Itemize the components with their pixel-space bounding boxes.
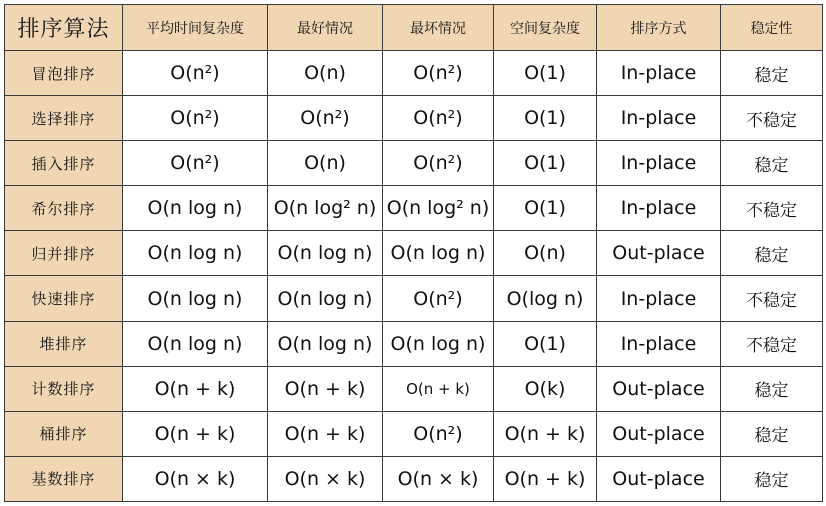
space-cell: O(1) — [494, 96, 597, 141]
worst-case-cell: O(n²) — [383, 96, 494, 141]
method-cell: Out-place — [597, 366, 721, 411]
header-algorithm: 排序算法 — [5, 5, 123, 51]
average-time-cell: O(n²) — [123, 141, 268, 186]
best-case-cell: O(n + k) — [268, 411, 383, 456]
stability-cell: 不稳定 — [721, 186, 823, 231]
average-time-cell: O(n log n) — [123, 321, 268, 366]
worst-case-cell: O(n log² n) — [383, 186, 494, 231]
space-cell: O(1) — [494, 321, 597, 366]
algorithm-name: 归并排序 — [5, 231, 123, 276]
average-time-cell: O(n + k) — [123, 366, 268, 411]
table-row — [5, 51, 823, 96]
algorithm-name: 快速排序 — [5, 276, 123, 321]
average-time-cell: O(n + k) — [123, 411, 268, 456]
table-row — [5, 96, 823, 141]
best-case-cell: O(n + k) — [268, 366, 383, 411]
space-cell: O(k) — [494, 366, 597, 411]
best-case-cell: O(n) — [268, 51, 383, 96]
best-case-cell: O(n²) — [268, 96, 383, 141]
algorithm-name: 插入排序 — [5, 141, 123, 186]
method-cell: Out-place — [597, 411, 721, 456]
table-row — [5, 366, 823, 411]
stability-cell: 不稳定 — [721, 96, 823, 141]
header-average-time: 平均时间复杂度 — [123, 5, 268, 51]
algorithm-name: 希尔排序 — [5, 186, 123, 231]
worst-case-cell: O(n log n) — [383, 231, 494, 276]
header-row — [5, 5, 823, 51]
worst-case-cell: O(n²) — [383, 276, 494, 321]
stability-cell: 稳定 — [721, 411, 823, 456]
table-row — [5, 276, 823, 321]
best-case-cell: O(n log n) — [268, 231, 383, 276]
algorithm-name: 基数排序 — [5, 456, 123, 501]
algorithm-name: 堆排序 — [5, 321, 123, 366]
space-cell: O(n + k) — [494, 456, 597, 501]
stability-cell: 不稳定 — [721, 321, 823, 366]
header-space-complexity: 空间复杂度 — [494, 5, 597, 51]
best-case-cell: O(n) — [268, 141, 383, 186]
stability-cell: 稳定 — [721, 456, 823, 501]
stability-cell: 不稳定 — [721, 276, 823, 321]
method-cell: In-place — [597, 96, 721, 141]
sorting-complexity-table-container — [4, 4, 822, 502]
stability-cell: 稳定 — [721, 231, 823, 276]
table-row — [5, 231, 823, 276]
algorithm-name: 计数排序 — [5, 366, 123, 411]
space-cell: O(1) — [494, 141, 597, 186]
average-time-cell: O(n log n) — [123, 186, 268, 231]
stability-cell: 稳定 — [721, 366, 823, 411]
algorithm-name: 冒泡排序 — [5, 51, 123, 96]
worst-case-cell: O(n log n) — [383, 321, 494, 366]
table-row — [5, 186, 823, 231]
header-sort-method: 排序方式 — [597, 5, 721, 51]
method-cell: In-place — [597, 141, 721, 186]
average-time-cell: O(n log n) — [123, 276, 268, 321]
sorting-complexity-table — [4, 4, 823, 502]
best-case-cell: O(n log n) — [268, 321, 383, 366]
space-cell: O(log n) — [494, 276, 597, 321]
header-stability: 稳定性 — [721, 5, 823, 51]
worst-case-cell: O(n × k) — [383, 456, 494, 501]
worst-case-cell: O(n²) — [383, 51, 494, 96]
space-cell: O(1) — [494, 51, 597, 96]
method-cell: Out-place — [597, 231, 721, 276]
header-best-case: 最好情况 — [268, 5, 383, 51]
average-time-cell: O(n²) — [123, 96, 268, 141]
method-cell: In-place — [597, 321, 721, 366]
table-row — [5, 141, 823, 186]
average-time-cell: O(n × k) — [123, 456, 268, 501]
average-time-cell: O(n log n) — [123, 231, 268, 276]
best-case-cell: O(n log² n) — [268, 186, 383, 231]
table-row — [5, 321, 823, 366]
space-cell: O(n) — [494, 231, 597, 276]
algorithm-name: 选择排序 — [5, 96, 123, 141]
worst-case-cell: O(n²) — [383, 141, 494, 186]
average-time-cell: O(n²) — [123, 51, 268, 96]
space-cell: O(1) — [494, 186, 597, 231]
method-cell: In-place — [597, 51, 721, 96]
method-cell: In-place — [597, 276, 721, 321]
table-row — [5, 411, 823, 456]
stability-cell: 稳定 — [721, 141, 823, 186]
worst-case-cell: O(n + k) — [383, 366, 494, 411]
table-row — [5, 456, 823, 501]
worst-case-cell: O(n²) — [383, 411, 494, 456]
algorithm-name: 桶排序 — [5, 411, 123, 456]
best-case-cell: O(n log n) — [268, 276, 383, 321]
stability-cell: 稳定 — [721, 51, 823, 96]
method-cell: In-place — [597, 186, 721, 231]
method-cell: Out-place — [597, 456, 721, 501]
header-worst-case: 最坏情况 — [383, 5, 494, 51]
space-cell: O(n + k) — [494, 411, 597, 456]
best-case-cell: O(n × k) — [268, 456, 383, 501]
